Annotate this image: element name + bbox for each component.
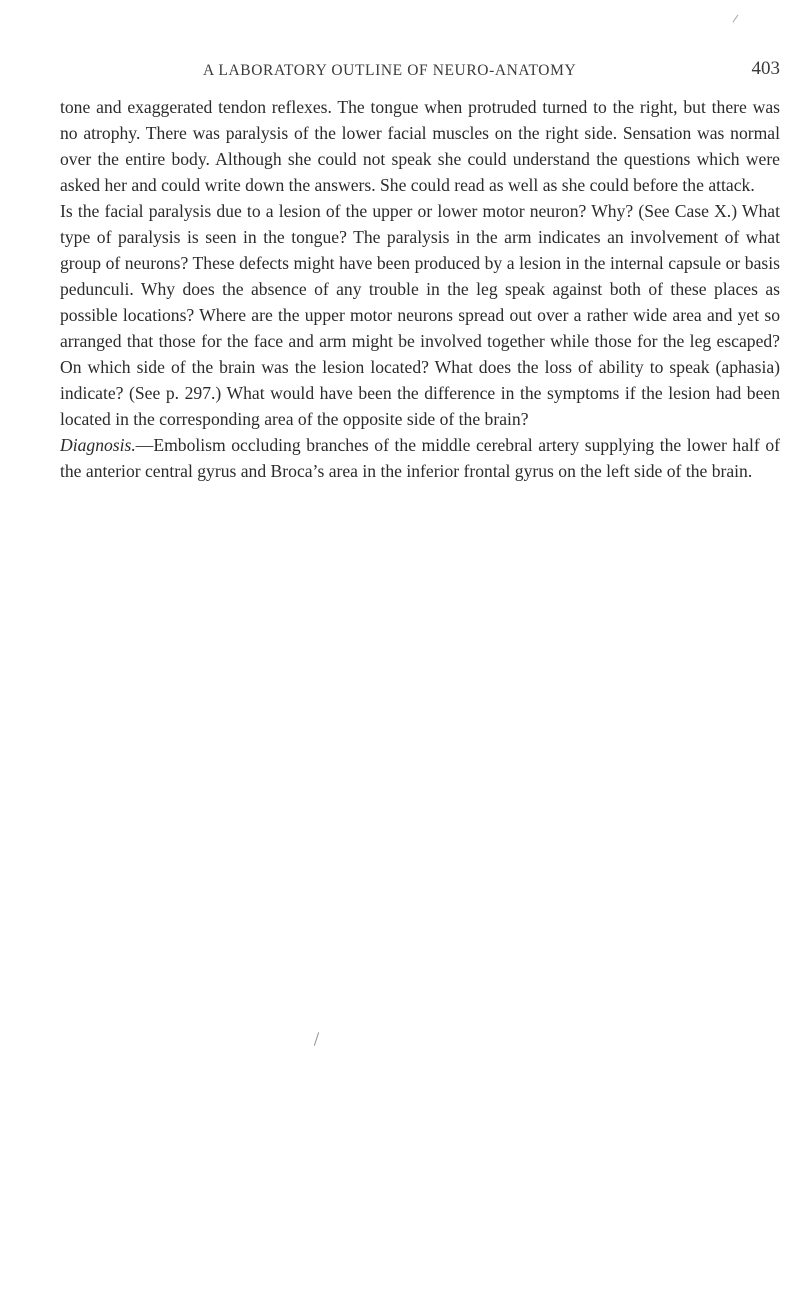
case-description-paragraph: tone and exaggerated tendon reflexes. The tongue when protruded turned to the right, but there was no atrophy. There was paralysis of the lower facial muscles on the right side. Sensation was normal over the entire body. Although she could not speak she could understand the questions which were asked her and could write down the answers. She could read as well as she could before the attack. [60,97,780,195]
stray-pencil-mark [314,1032,319,1046]
running-header [60,58,780,84]
diagnosis-text: —Embolism occluding branches of the middle cerebral artery supplying the lower half of the anterior central gyrus and Broca’s area in the inferior frontal gyrus on the left side of the brain. [60,435,780,481]
diagnosis-paragraph [60,432,780,484]
questions-paragraph: Is the facial paralysis due to a lesion of the upper or lower motor neuron? Why? (See Case X.) What type of paralysis is seen in the tongue? The paralysis in the arm indicates an involvement of what group of neurons? These defects might have been produced by a lesion in the internal capsule or basis pedunculi. Why does the absence of any trouble in the leg speak against both of these places as possible locations? Where are the upper motor neurons spread out over a rather wide area and yet so arranged that those for the face and arm might be involved together while those for the leg escaped? On which side of the brain was the lesion located? What does the loss of ability to speak (aphasia) indicate? (See p. 297.) What would have been the difference in the symptoms if the lesion had been located in the corresponding area of the opposite side of the brain? [60,201,780,429]
stray-pencil-mark-top [733,15,739,23]
diagnosis-label: Diagnosis. [60,435,136,455]
body-text [60,94,780,484]
book-page [60,58,780,484]
page-number: 403 [751,58,780,79]
running-title: A LABORATORY OUTLINE OF NEURO-ANATOMY [203,62,577,79]
